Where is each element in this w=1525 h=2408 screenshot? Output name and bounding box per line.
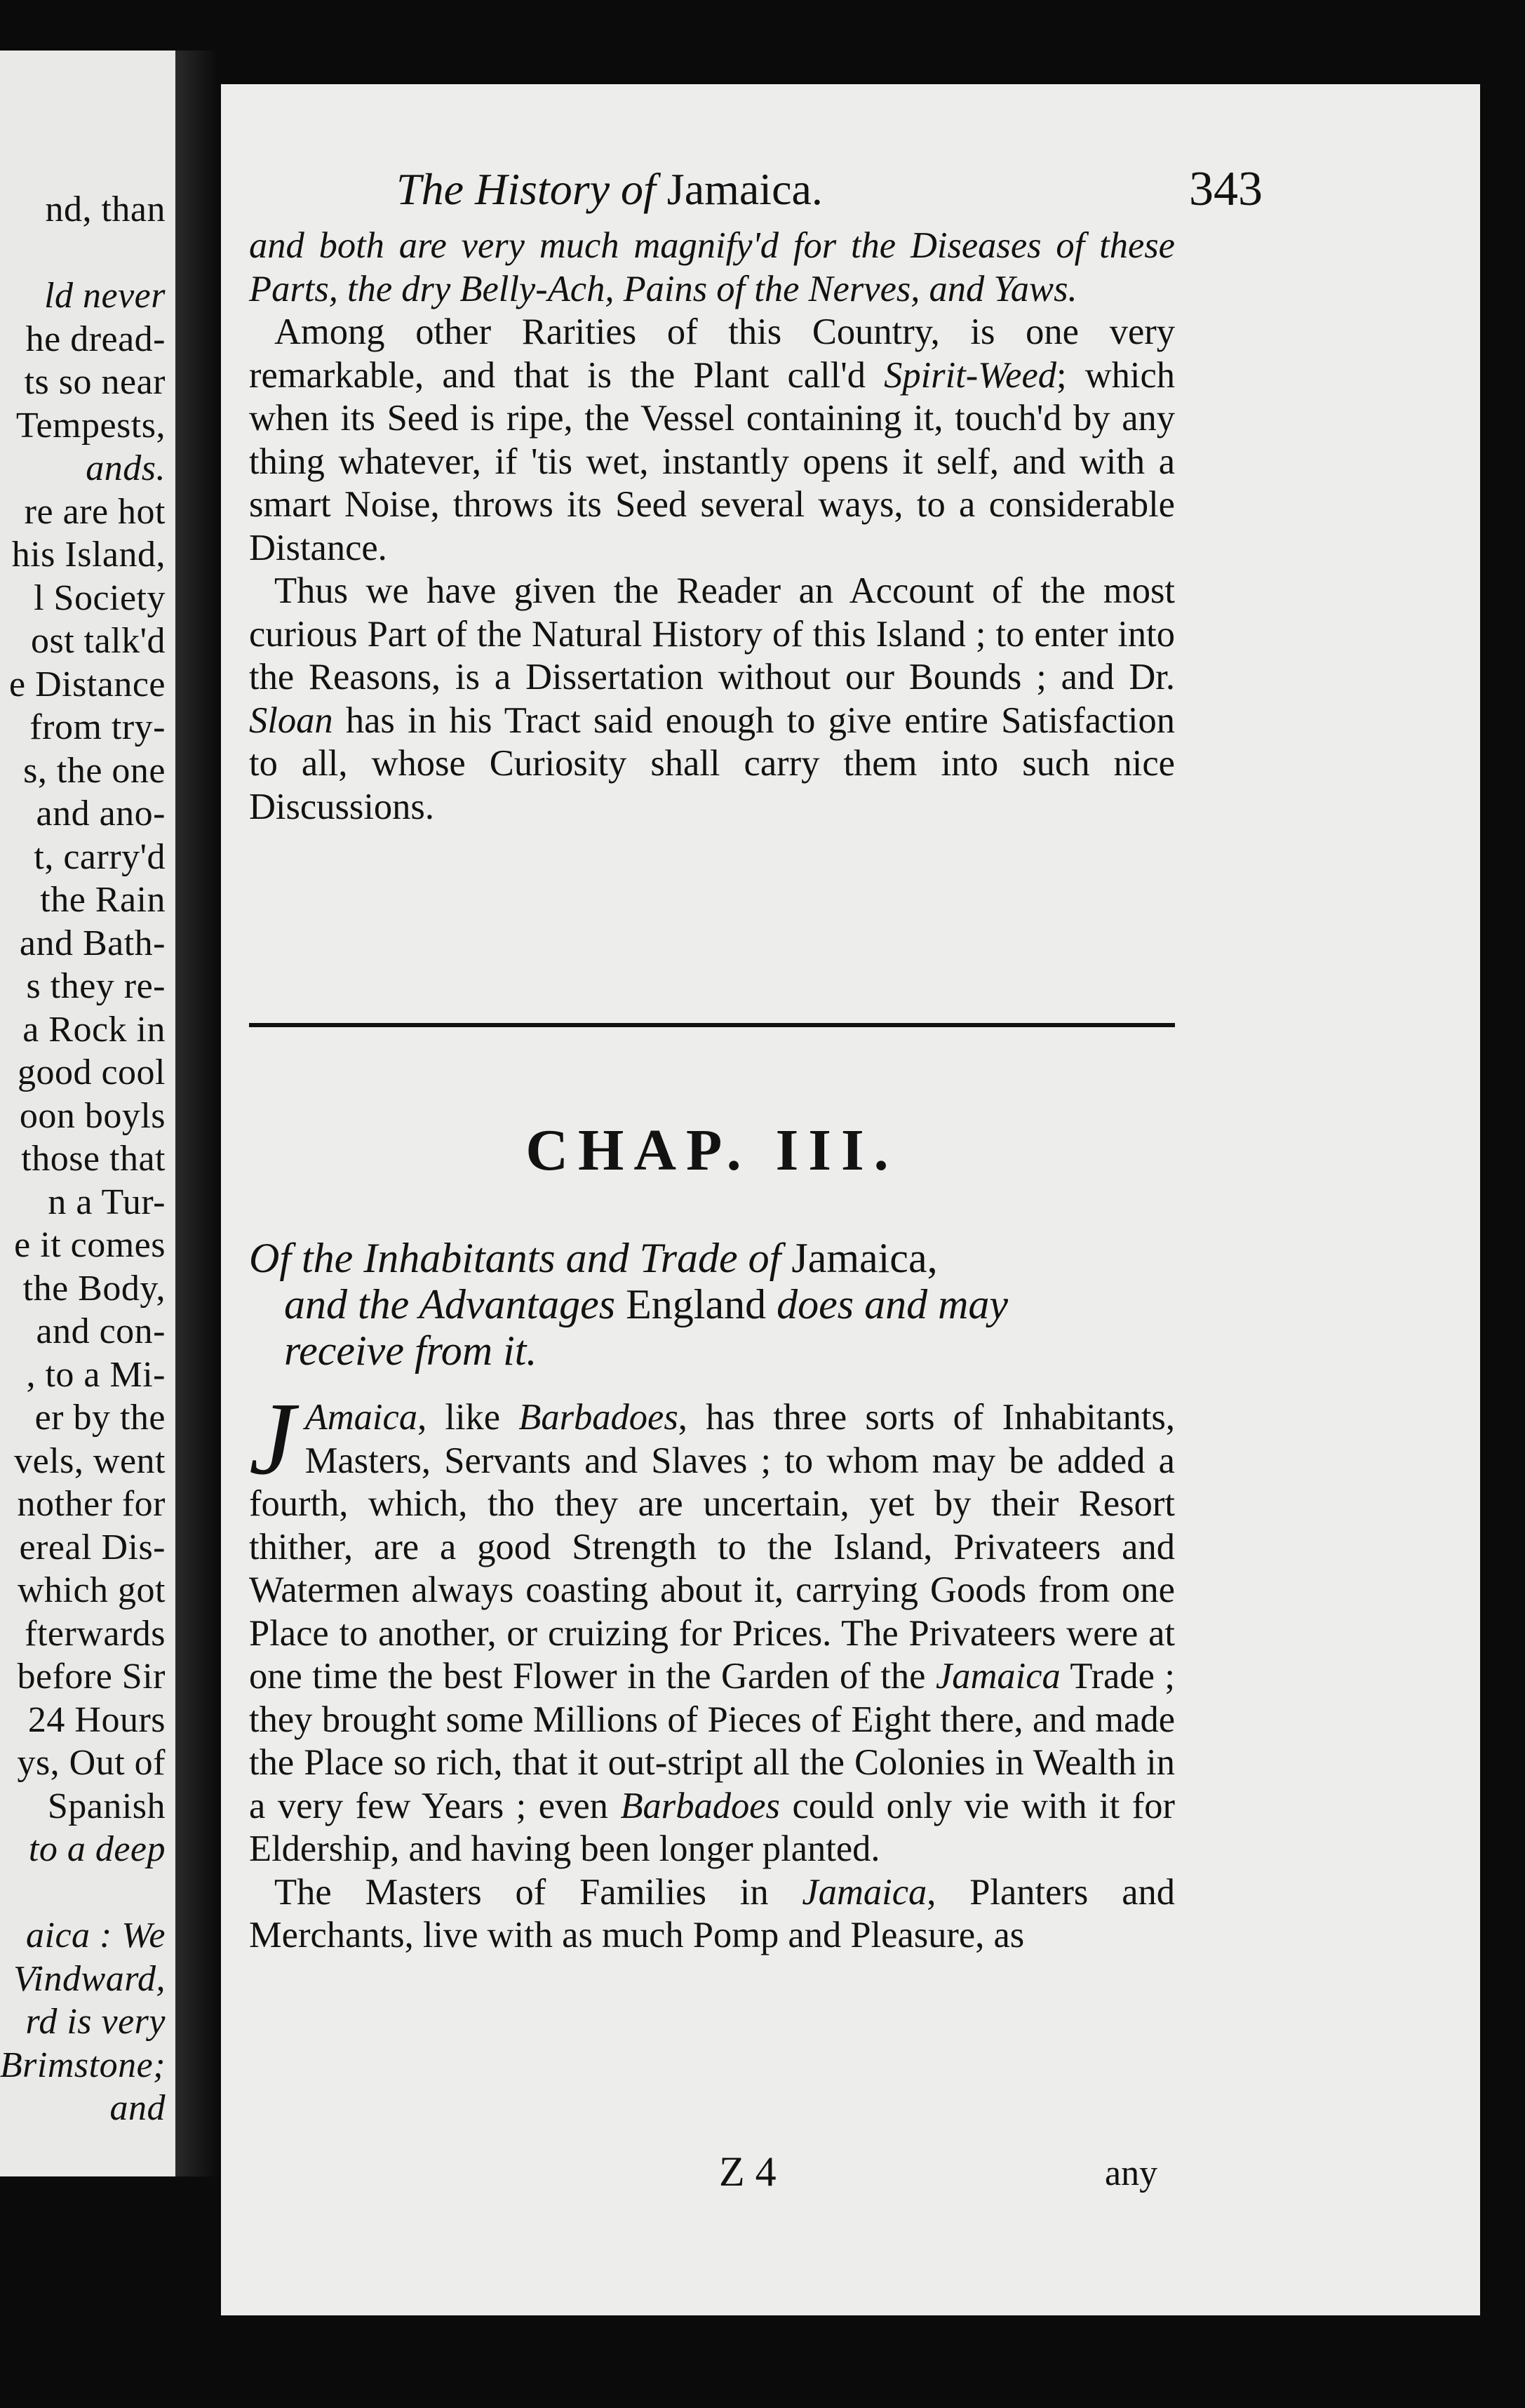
facing-page-line: good cool [17, 1052, 166, 1092]
text-run: Thus we have given the Reader an Account of the most curious Part of the Natural History of this Island ; to enter into the Reasons, is a Dissertation without our Bounds ; and Dr. [249, 570, 1175, 697]
facing-page-line: e it comes [14, 1225, 166, 1265]
facing-page-line: s they re- [26, 966, 166, 1006]
running-title-place: Jamaica. [666, 164, 823, 214]
chapter-subtitle [249, 1235, 1175, 1374]
facing-page-line: 24 Hours [27, 1699, 166, 1740]
paragraph [249, 311, 1175, 570]
signature-mark: Z 4 [719, 2148, 777, 2195]
facing-page-line: rd is very [25, 2002, 166, 2042]
facing-page-line: e Distance [8, 664, 166, 704]
facing-page-line: , to a Mi- [26, 1354, 166, 1395]
running-title-prefix: The History of [396, 164, 656, 214]
text-run: could only vie with it for Eldership, and having been longer planted. [249, 1785, 1175, 1869]
text-run: The Masters of Families in [274, 1871, 802, 1913]
facing-page-line: and [109, 2088, 166, 2128]
facing-page-line: n a Tur- [48, 1182, 166, 1222]
facing-page-line: Spanish [47, 1786, 166, 1826]
facing-page-line: the Body, [22, 1268, 166, 1309]
subtitle-line-3: receive from it. [284, 1327, 537, 1374]
facing-page-line: a Rock in [22, 1009, 166, 1050]
facing-page-line: fterwards [25, 1613, 166, 1654]
paragraph [249, 1871, 1175, 1958]
facing-page-line: nother for [17, 1484, 166, 1524]
section-divider-rule [249, 1023, 1175, 1027]
text-run: , Planters and Merchants, live with as much Pomp and Pleasure, as [249, 1871, 1175, 1955]
facing-page-fragment [0, 51, 175, 2176]
drop-cap: J [249, 1382, 295, 1497]
italic-run: Barbadoes [518, 1397, 678, 1438]
subtitle-line-1 [249, 1235, 938, 1281]
facing-page-line: oon boyls [19, 1095, 166, 1136]
facing-page-line: s, the one [23, 750, 166, 791]
italic-run: Jamaica [935, 1656, 1061, 1697]
facing-page-line: before Sir [17, 1657, 166, 1697]
facing-page-line: vels, went [14, 1440, 166, 1481]
facing-page-line: Brimstone; [0, 2045, 166, 2085]
text-run: Jamaica, [791, 1235, 938, 1281]
facing-page-line: t, carry'd [34, 836, 166, 877]
italic-run: Amaica [304, 1397, 418, 1438]
facing-page-line: which got [17, 1570, 166, 1610]
paragraph [249, 570, 1175, 829]
facing-page-line: and ano- [36, 794, 166, 834]
italic-run: Sloan [249, 700, 333, 741]
facing-page-line: ld never [44, 276, 166, 316]
facing-page-line: aica : We [26, 1915, 166, 1955]
paragraph [249, 1382, 1176, 1871]
facing-page-line: re are hot [24, 491, 166, 532]
running-title [396, 161, 823, 218]
facing-page-line: ts so near [24, 362, 166, 402]
book-gutter [175, 51, 217, 2176]
facing-page-line: the Rain [40, 880, 166, 920]
text-run: , like [417, 1397, 519, 1438]
text-run: ; which when its Seed is ripe, the Vessel containing it, touch'd by any thing whatever, if 'tis wet, instantly opens it self, and with a smart Noise, throws its Seed several ways, to a considerable Distance. [249, 354, 1176, 568]
facing-page-line: his Island, [11, 535, 166, 575]
facing-page-line: and Bath- [19, 923, 166, 963]
facing-page-line: ost talk'd [30, 621, 166, 661]
text-run: Trade ; they brought some Millions of Pieces of Eight there, and made the Place so rich, that it out-stript all the Colonies in Wealth in a very few Years ; even [249, 1656, 1176, 1826]
facing-page-line: from try- [29, 707, 166, 747]
facing-page-line: nd, than [45, 189, 166, 229]
text-run: , has three sorts of Inhabitants, Masters, Servants and Slaves ; to whom may be added a fourth, which, tho they are uncertain, yet by their Resort thither, are a good Strength to the Island, Privateers and Watermen always coasting about it, carrying Goods from one Place to another, or cruizing for Prices. The Privateers were at one time the best Flower in the Garden of the [249, 1397, 1175, 1697]
text-run: Of the Inhabitants and Trade of [249, 1235, 781, 1281]
text-run: has in his Tract said enough to give entire Satisfaction to all, whose Curiosity shall carry them into such nice Discussions. [249, 700, 1175, 827]
facing-page-line: those that [21, 1139, 166, 1179]
facing-page-line: he dread- [25, 319, 166, 359]
chapter-title: CHAP. III. [525, 1118, 899, 1183]
facing-page-line: ys, Out of [17, 1743, 166, 1783]
book-page [221, 84, 1480, 2315]
italic-run: Spirit-Weed [884, 354, 1057, 396]
page-number: 343 [1189, 162, 1263, 216]
subtitle-line-2 [249, 1281, 1175, 1327]
facing-page-line: Tempests, [15, 405, 166, 446]
italic-run: Barbadoes [620, 1785, 780, 1826]
text-run: does and may [777, 1281, 1009, 1327]
facing-page-line: and con- [36, 1311, 166, 1351]
text-run: England [626, 1281, 767, 1327]
facing-page-line: ereal Dis- [19, 1527, 166, 1567]
text-run: Among other Rarities of this Country, is one very remarkable, and that is the Plant call'd [249, 312, 1175, 396]
running-head [221, 161, 1480, 218]
facing-page-line: to a deep [28, 1829, 166, 1869]
italic-run: Jamaica [802, 1871, 927, 1913]
body-text-section-1 [249, 225, 1175, 829]
catchword: any [1105, 2153, 1158, 2193]
facing-page-line: Vindward, [13, 1958, 166, 1999]
facing-page-line: ands. [86, 448, 166, 488]
facing-page-line: l Society [34, 577, 166, 618]
paragraph: and both are very much magnify'd for the Diseases of these Parts, the dry Belly-Ach, Pains of the Nerves, and Yaws. [249, 225, 1175, 309]
text-run: and the Advantages [284, 1281, 616, 1327]
facing-page-line: er by the [34, 1398, 166, 1438]
body-text-section-2 [249, 1382, 1176, 1958]
